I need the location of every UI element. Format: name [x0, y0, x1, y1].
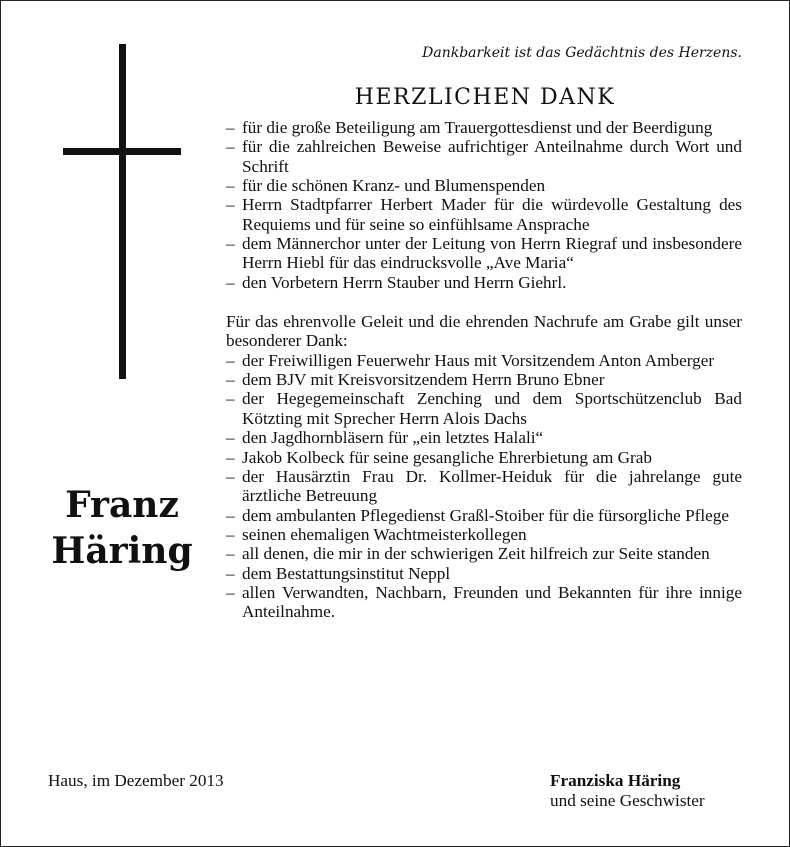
place-date: Haus, im Dezember 2013: [48, 771, 224, 790]
list-item: – dem Bestattungsinstitut Neppl: [226, 564, 742, 583]
list-item: – dem BJV mit Kreisvorsitzendem Herrn Bruno Ebner: [226, 370, 742, 389]
motto: Dankbarkeit ist das Gedächtnis des Herzens.: [422, 45, 742, 61]
list-item: – allen Verwandten, Nachbarn, Freunden und Bekannten für ihre innige Anteilnahme.: [226, 583, 742, 622]
list-item: – dem Männerchor unter der Leitung von Herrn Riegraf und insbesondere Herrn Hiebl für das eindrucksvolle „Ave Maria“: [226, 234, 742, 273]
list-item: – all denen, die mir in der schwierigen Zeit hilfreich zur Seite standen: [226, 544, 742, 563]
honor-list: [226, 351, 742, 622]
deceased-name: [38, 482, 206, 574]
main-text: [226, 118, 742, 622]
honor-intro: Für das ehrenvolle Geleit und die ehrenden Nachrufe am Grabe gilt unser besonderer Dank:: [226, 312, 742, 351]
thanks-list: [226, 118, 742, 292]
heading: HERZLICHEN DANK: [354, 85, 616, 110]
signer-name: Franziska Häring: [550, 771, 681, 790]
signer-suffix: und seine Geschwister: [550, 791, 705, 810]
deceased-first-name: Franz: [65, 484, 179, 526]
list-item: – den Jagdhornbläsern für „ein letztes Halali“: [226, 428, 742, 447]
deceased-last-name: Häring: [51, 530, 193, 572]
list-item: – Jakob Kolbeck für seine gesangliche Ehrerbietung am Grab: [226, 448, 742, 467]
list-item: – dem ambulanten Pflegedienst Graßl-Stoiber für die fürsorgliche Pflege: [226, 506, 742, 525]
list-item: – den Vorbetern Herrn Stauber und Herrn Giehrl.: [226, 273, 742, 292]
list-item: – seinen ehemaligen Wachtmeisterkollegen: [226, 525, 742, 544]
list-item: – Herrn Stadtpfarrer Herbert Mader für die würdevolle Gestaltung des Requiems und für seine so einfühlsame Ansprache: [226, 195, 742, 234]
cross-horizontal-bar: [63, 148, 181, 155]
list-item: – der Hegegemeinschaft Zenching und dem Sportschützenclub Bad Kötzting mit Sprecher Herrn Alois Dachs: [226, 389, 742, 428]
list-item: – der Hausärztin Frau Dr. Kollmer-Heiduk für die jahrelange gute ärztliche Betreuung: [226, 467, 742, 506]
list-item: – für die schönen Kranz- und Blumenspenden: [226, 176, 742, 195]
list-item: – für die große Beteiligung am Trauergottesdienst und der Beerdigung: [226, 118, 742, 137]
signature-block: [550, 771, 705, 811]
list-item: – der Freiwilligen Feuerwehr Haus mit Vorsitzendem Anton Amberger: [226, 351, 742, 370]
list-item: – für die zahlreichen Beweise aufrichtiger Anteilnahme durch Wort und Schrift: [226, 137, 742, 176]
cross-vertical-bar: [119, 44, 126, 379]
